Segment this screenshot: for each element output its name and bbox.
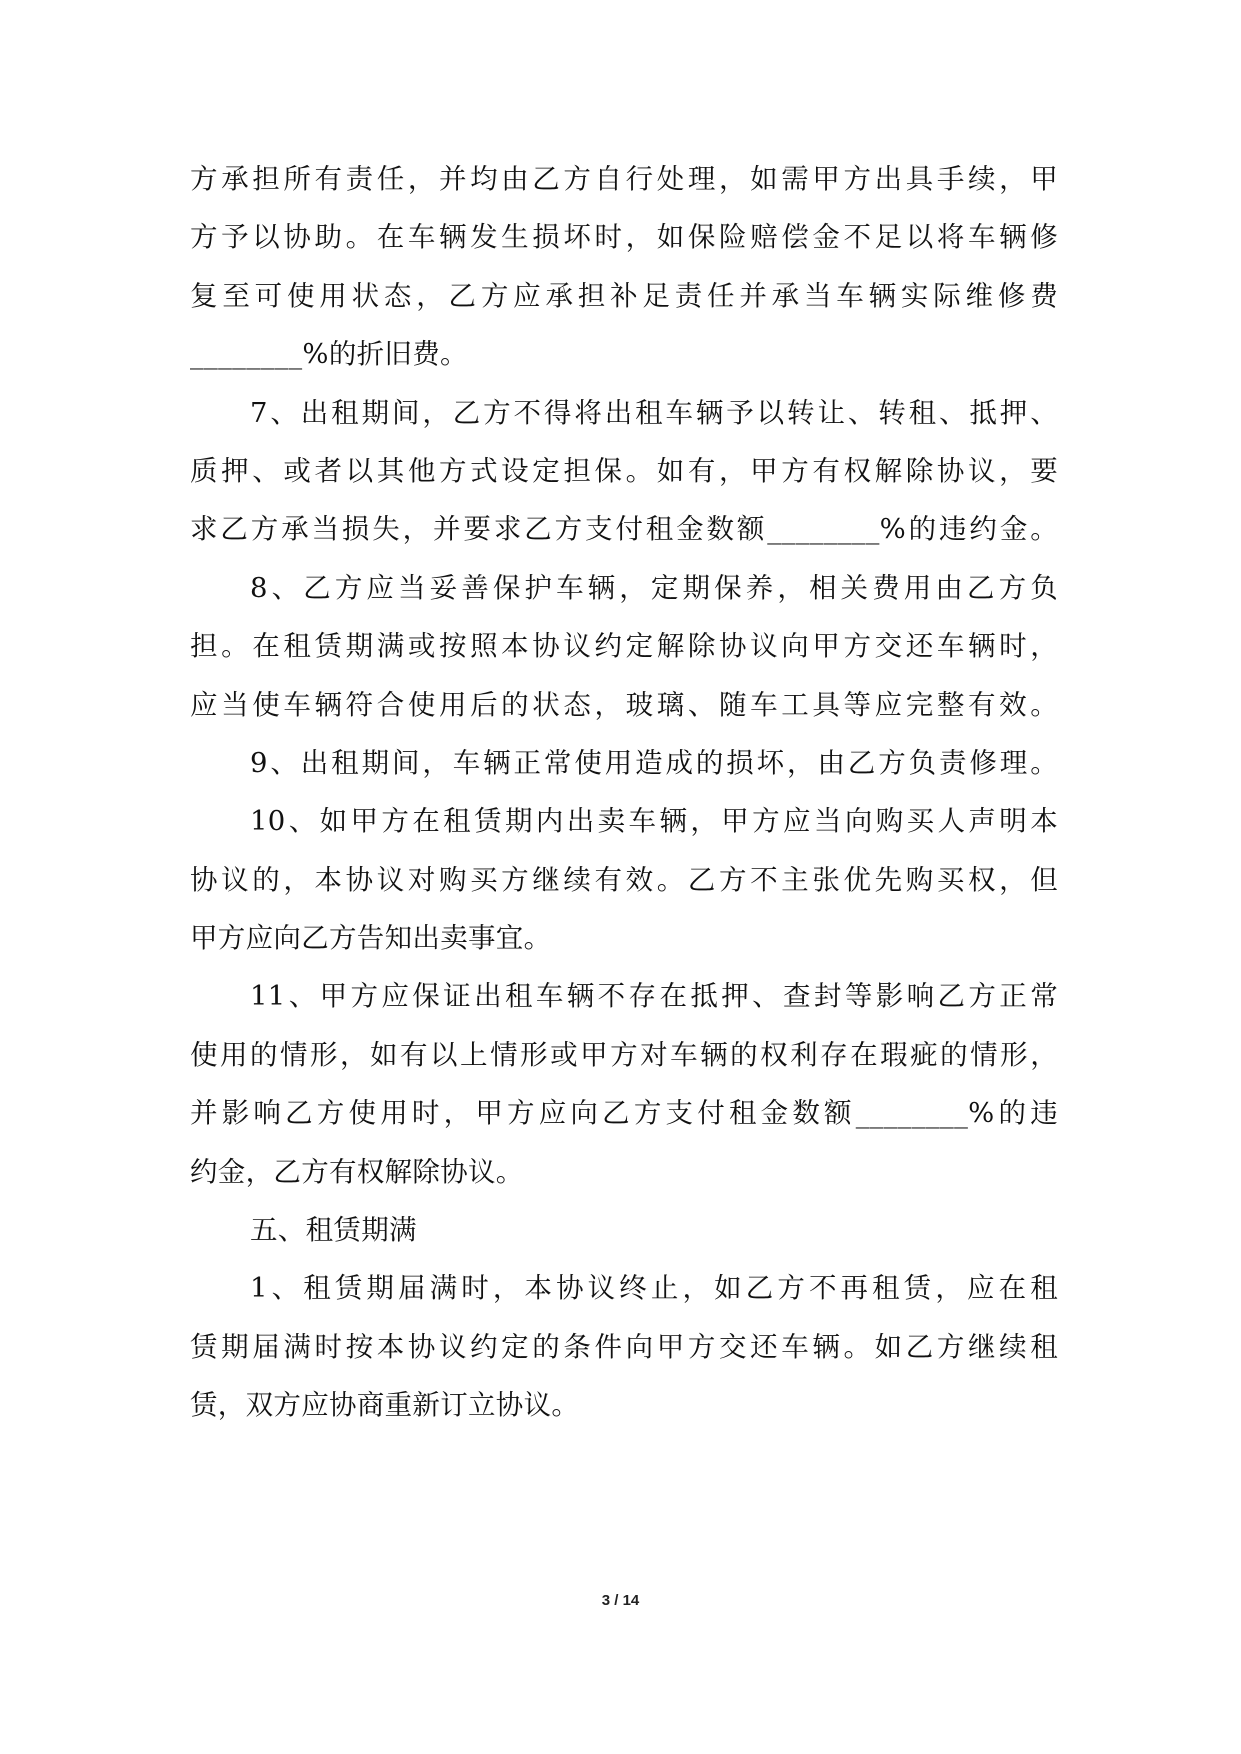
text-line: 使用的情形，如有以上情形或甲方对车辆的权利存在瑕疵的情形， (190, 1038, 1058, 1071)
text-line: 7、出租期间，乙方不得将出租车辆予以转让、转租、抵押、 (250, 396, 1058, 429)
text-line: 10、如甲方在租赁期内出卖车辆，甲方应当向购买人声明本 (250, 805, 1058, 838)
document-body (190, 150, 1058, 1435)
page-number: 3 / 14 (601, 1592, 640, 1609)
text-line: 求乙方承当损失，并要求乙方支付租金数额________%的违约金。 (190, 513, 1058, 546)
text-line: 复至可使用状态，乙方应承担补足责任并承当车辆实际维修费 (190, 279, 1058, 312)
text-line: 质押、或者以其他方式设定担保。如有，甲方有权解除协议，要 (190, 454, 1058, 487)
text-line: 应当使车辆符合使用后的状态，玻璃、随车工具等应完整有效。 (190, 688, 1058, 721)
text-line: ________%的折旧费。 (190, 338, 468, 371)
text-line: 方承担所有责任，并均由乙方自行处理，如需甲方出具手续，甲 (190, 163, 1058, 195)
text-line: 方予以协助。在车辆发生损坏时，如保险赔偿金不足以将车辆修 (190, 221, 1058, 254)
text-line: 协议的，本协议对购买方继续有效。乙方不主张优先购买权，但 (190, 863, 1058, 896)
text-line: 9、出租期间，车辆正常使用造成的损坏，由乙方负责修理。 (250, 746, 1058, 779)
text-line: 1、租赁期届满时，本协议终止，如乙方不再租赁，应在租 (250, 1272, 1058, 1305)
text-line: 甲方应向乙方告知出卖事宜。 (190, 922, 552, 955)
section-heading: 五、租赁期满 (250, 1214, 417, 1247)
text-line: 并影响乙方使用时，甲方应向乙方支付租金数额________%的违 (190, 1097, 1058, 1130)
text-line: 赁，双方应协商重新订立协议。 (190, 1389, 580, 1422)
text-line: 约金，乙方有权解除协议。 (190, 1155, 524, 1188)
text-line: 11、甲方应保证出租车辆不存在抵押、查封等影响乙方正常 (250, 980, 1058, 1013)
text-line: 8、乙方应当妥善保护车辆，定期保养，相关费用由乙方负 (250, 571, 1058, 604)
text-line: 赁期届满时按本协议约定的条件向甲方交还车辆。如乙方继续租 (190, 1330, 1058, 1363)
text-line: 担。在租赁期满或按照本协议约定解除协议向甲方交还车辆时， (190, 630, 1058, 663)
